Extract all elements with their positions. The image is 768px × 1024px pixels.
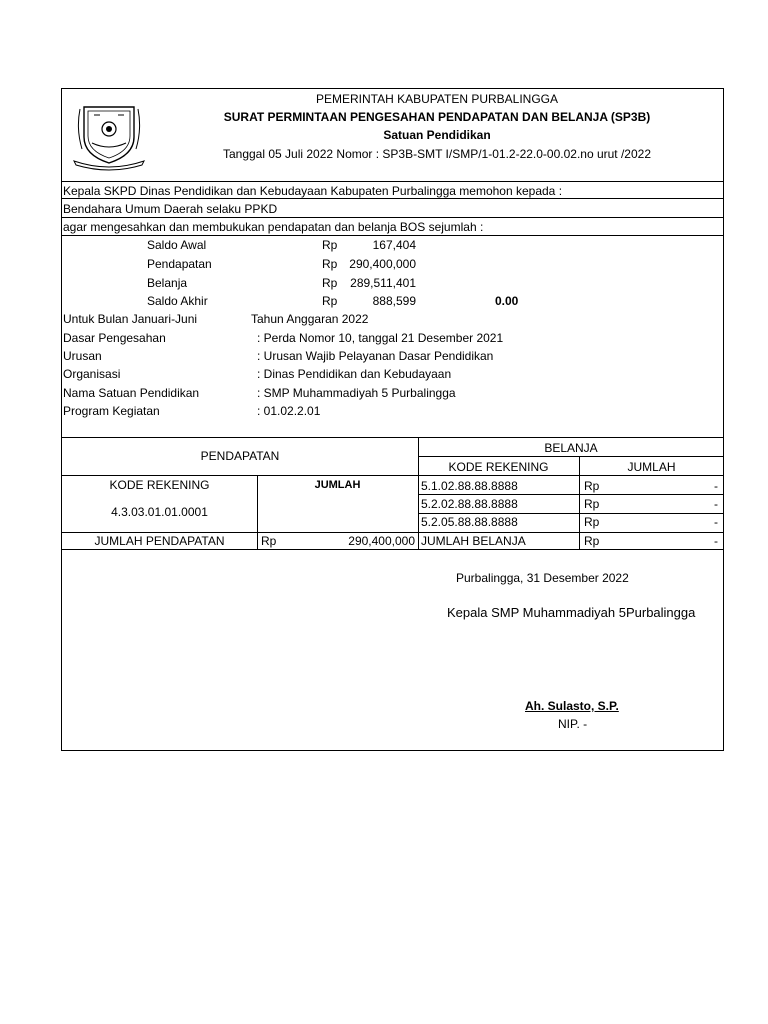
detail-label: Nama Satuan Pendidikan	[63, 386, 200, 400]
belanja-kode-header: KODE REKENING	[448, 460, 549, 474]
table-rule	[418, 494, 723, 495]
belanja-currency: Rp	[584, 479, 600, 493]
signature-title: Kepala SMP Muhammadiyah 5Purbalingga	[447, 605, 696, 620]
check-value: 0.00	[495, 294, 519, 308]
summary-currency: Rp	[322, 257, 338, 271]
header-title: SURAT PERMINTAAN PENGESAHAN PENDAPATAN DAN BELANJA (SP3B)	[223, 110, 651, 124]
header-government: PEMERINTAH KABUPATEN PURBALINGGA	[315, 92, 559, 106]
summary-label: Belanja	[147, 276, 188, 290]
table-rule	[62, 532, 723, 533]
signature-place-date: Purbalingga, 31 Desember 2022	[456, 571, 629, 585]
signature-nip: NIP. -	[558, 717, 588, 731]
total-belanja-currency: Rp	[584, 534, 600, 548]
belanja-kode: 5.1.02.88.88.8888	[421, 479, 518, 493]
header-date-number: Tanggal 05 Juli 2022 Nomor : SP3B-SMT I/SMP/1-01.2-22.0-00.02.no urut /2022	[222, 147, 652, 161]
summary-currency: Rp	[322, 294, 338, 308]
detail-label: Organisasi	[63, 367, 121, 381]
table-rule	[62, 475, 723, 476]
total-pendapatan-value: 290,400,000	[348, 534, 415, 548]
pendapatan-kode-header: KODE REKENING	[109, 478, 210, 492]
pendapatan-kode: 4.3.03.01.01.0001	[111, 505, 208, 519]
summary-label: Pendapatan	[147, 257, 212, 271]
summary-value: 289,511,401	[350, 276, 416, 290]
kabupaten-crest-logo	[70, 99, 148, 171]
belanja-kode: 5.2.02.88.88.8888	[421, 497, 518, 511]
detail-label: Urusan	[63, 349, 102, 363]
belanja-currency: Rp	[584, 515, 600, 529]
detail-label: Program Kegiatan	[63, 404, 160, 418]
belanja-kode: 5.2.05.88.88.8888	[421, 515, 518, 529]
table-border-top	[62, 437, 723, 438]
detail-value: : 01.02.2.01	[257, 404, 321, 418]
period-label: Untuk Bulan Januari-Juni	[63, 312, 198, 326]
belanja-currency: Rp	[584, 497, 600, 511]
period-value: Tahun Anggaran 2022	[251, 312, 369, 326]
signature-name: Ah. Sulasto, S.P.	[525, 699, 619, 713]
total-pendapatan-label: JUMLAH PENDAPATAN	[94, 534, 225, 548]
table-rule	[418, 513, 723, 514]
summary-currency: Rp	[322, 276, 338, 290]
belanja-jumlah-header: JUMLAH	[627, 460, 676, 474]
divider	[62, 235, 723, 236]
belanja-value: -	[714, 515, 718, 529]
total-belanja-value: -	[714, 534, 718, 548]
table-border-bottom	[62, 549, 723, 550]
pendapatan-jumlah-header: JUMLAH	[314, 479, 361, 491]
detail-value: : Perda Nomor 10, tanggal 21 Desember 2021	[257, 331, 504, 345]
intro-line-1: Kepala SKPD Dinas Pendidikan dan Kebudayaan Kabupaten Purbalingga memohon kepada :	[63, 184, 563, 198]
belanja-header: BELANJA	[544, 441, 598, 455]
pendapatan-header: PENDAPATAN	[200, 449, 280, 463]
summary-value: 290,400,000	[349, 257, 416, 271]
summary-label: Saldo Akhir	[147, 294, 208, 308]
belanja-value: -	[714, 497, 718, 511]
table-rule	[418, 456, 723, 457]
summary-value: 888,599	[372, 294, 416, 308]
divider	[62, 198, 723, 199]
total-pendapatan-currency: Rp	[261, 534, 277, 548]
intro-line-2: Bendahara Umum Daerah selaku PPKD	[63, 202, 278, 216]
summary-value: 167,404	[372, 238, 416, 252]
summary-label: Saldo Awal	[147, 238, 207, 252]
detail-value: : SMP Muhammadiyah 5 Purbalingga	[257, 386, 456, 400]
belanja-value: -	[714, 479, 718, 493]
detail-value: : Dinas Pendidikan dan Kebudayaan	[257, 367, 452, 381]
sp3b-document	[61, 88, 724, 751]
header-subtitle: Satuan Pendidikan	[383, 128, 491, 142]
total-belanja-label: JUMLAH BELANJA	[421, 534, 526, 548]
detail-value: : Urusan Wajib Pelayanan Dasar Pendidikan	[257, 349, 494, 363]
divider	[62, 217, 723, 218]
detail-label: Dasar Pengesahan	[63, 331, 166, 345]
intro-line-3: agar mengesahkan dan membukukan pendapatan dan belanja BOS sejumlah :	[63, 220, 484, 234]
divider	[62, 181, 723, 182]
summary-currency: Rp	[322, 238, 338, 252]
